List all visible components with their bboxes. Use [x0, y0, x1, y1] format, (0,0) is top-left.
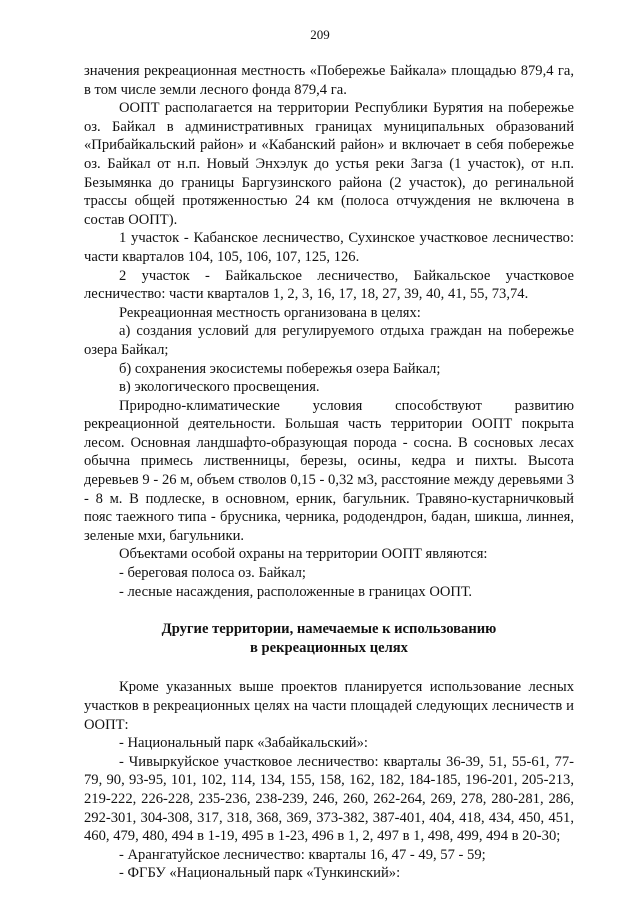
- list-item: - Чивыркуйское участковое лесничество: кварталы 36-39, 51, 55-61, 77-79, 90, 93-95, 101, 102, 114, 134, 155, 158, 162, 182, 184-185, 196-201, 205-213, 219-222, 226-228, 235-236, 238-239, 246, 260, 262-264, 269, 278, 280-281, 286, 292-301, 304-308, 317, 318, 368, 369, 373-382, 387-401, 404, 418, 434, 450, 451, 460, 479, 480, 494 в 1-19, 495 в 1-23, 496 в 1, 2, 497 в 1, 498, 499, 494 в 20-30;: [84, 753, 574, 845]
- paragraph: 2 участок - Байкальское лесничество, Байкальское участковое лесничество: части кварталов 1, 2, 3, 16, 17, 18, 27, 39, 40, 41, 55, 73,74.: [84, 267, 574, 303]
- list-item: в) экологического просвещения.: [119, 379, 320, 396]
- paragraph: значения рекреационная местность «Побережье Байкала» площадью 879,4 га, в том числе земли лесного фонда 879,4 га.: [84, 63, 574, 98]
- paragraph: 1 участок - Кабанское лесничество, Сухинское участковое лесничество: части кварталов 104, 105, 106, 107, 125, 126.: [84, 230, 574, 265]
- section-heading-line: в рекреационных целях: [250, 639, 408, 656]
- paragraph: Рекреационная местность организована в целях:: [119, 304, 421, 321]
- paragraph: Кроме указанных выше проектов планируется использование лесных участков в рекреационных целях на части площадей следующих лесничеств и ООПТ:: [84, 679, 574, 733]
- document-body: [84, 62, 574, 883]
- list-item: - ФГБУ «Национальный парк «Тункинский»:: [119, 865, 401, 882]
- list-item: - лесные насаждения, расположенные в границах ООПТ.: [119, 583, 473, 600]
- list-item: - береговая полоса оз. Байкал;: [119, 565, 306, 582]
- section-heading-line: Другие территории, намечаемые к использованию: [161, 621, 497, 638]
- paragraph: Объектами особой охраны на территории ООПТ являются:: [119, 546, 488, 563]
- list-item: - Арангатуйское лесничество: кварталы 16, 47 - 49, 57 - 59;: [119, 846, 486, 863]
- list-item: - Национальный парк «Забайкальский»:: [119, 735, 368, 752]
- page-number: 209: [310, 27, 330, 42]
- list-item: б) сохранения экосистемы побережья озера Байкал;: [119, 360, 441, 377]
- paragraph: Природно-климатические условия способствуют развитию рекреационной деятельности. Большая часть территории ООПТ покрыта лесом. Основная ландшафто-образующая порода - сосна. В сосновых лесах обычна примесь лиственницы, березы, осины, кедра и пихты. Высота деревьев 9 - 26 м, объем стволов 0,15 - 0,32 м3, расстояние между деревьями 3 - 8 м. В подлеске, в основном, ерник, багульник. Травяно-кустарничковый пояс таежного типа - брусника, черника, рододендрон, бадан, шикша, линнея, зеленые мхи, багульники.: [84, 397, 574, 544]
- list-item: а) создания условий для регулируемого отдыха граждан на побережье озера Байкал;: [84, 323, 574, 358]
- paragraph: ООПТ располагается на территории Республики Бурятия на побережье оз. Байкал в административных границах муниципальных образований «Прибайкальский район» и «Кабанский район» и включает в себя побережье оз. Байкал от н.п. Новый Энхэлук до устья реки Загза (1 участок), от н.п. Безымянка до границы Баргузинского района (2 участок), до регинальной трассы общей протяженностью 24 км (полоса отчуждения не включена в состав ООПТ).: [84, 100, 574, 228]
- section-heading: [84, 620, 574, 657]
